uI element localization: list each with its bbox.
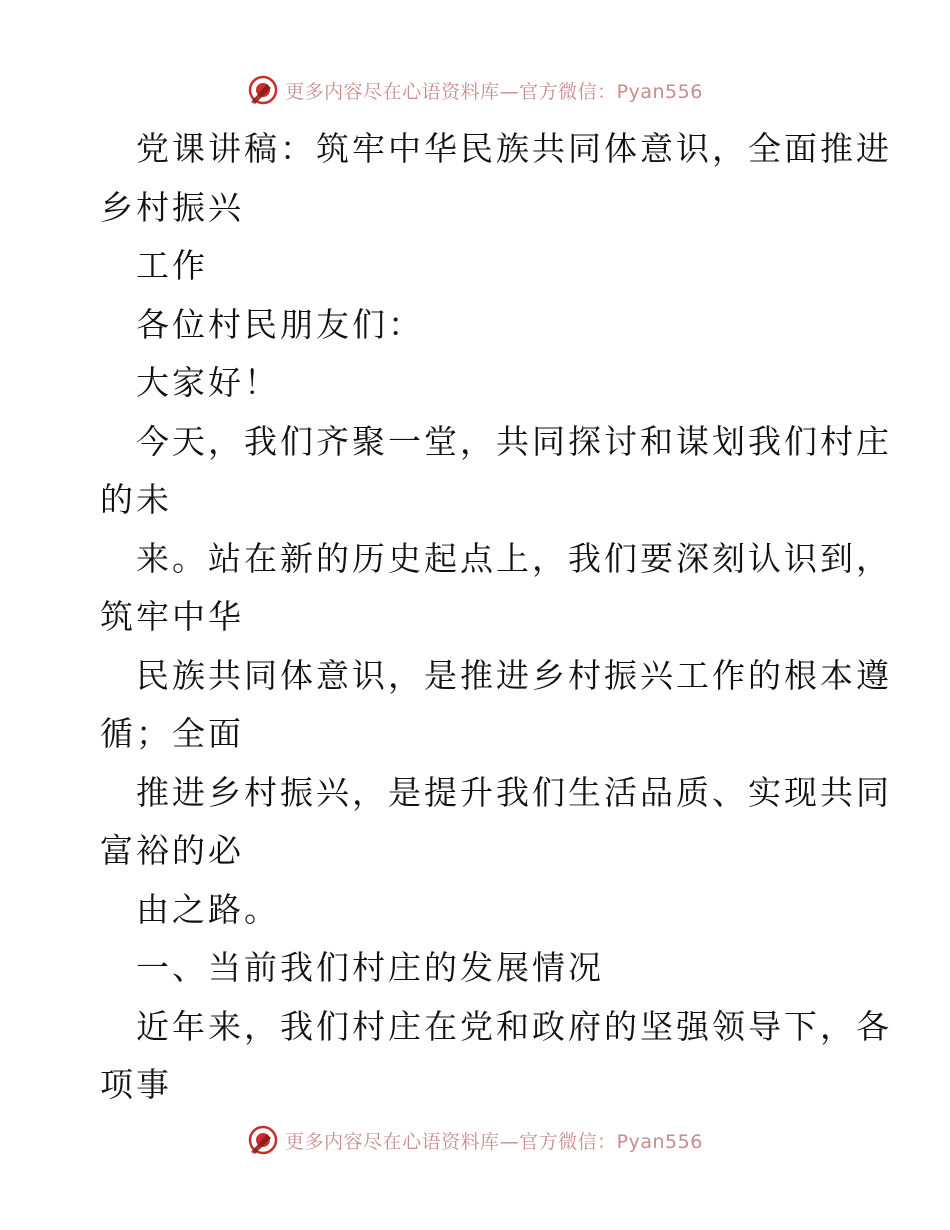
document-line: 推进乡村振兴，是提升我们生活品质、实现共同 [136,772,892,812]
document-line: 近年来，我们村庄在党和政府的坚强领导下，各 [136,1006,892,1046]
document-line: 来。站在新的历史起点上，我们要深刻认识到， [136,538,892,578]
document-line: 富裕的必 [100,831,244,870]
watermark-text: 更多内容尽在心语资料库—官方微信：Pyan556 [285,80,703,103]
document-line: 的未 [100,480,172,519]
document-line: 一、当前我们村庄的发展情况 [136,948,604,987]
watermark-text: 更多内容尽在心语资料库—官方微信：Pyan556 [285,1130,703,1153]
footer-watermark-banner [0,1120,950,1160]
document-line: 由之路。 [136,889,280,929]
document-line: 工作 [136,246,208,285]
document-line: 项事 [100,1065,172,1104]
document-line: 党课讲稿：筑牢中华民族共同体意识，全面推进 [136,129,892,168]
document-body [100,120,892,1115]
document-line: 今天，我们齐聚一堂，共同探讨和谋划我们村庄 [136,421,892,461]
pen-logo-icon [247,1124,279,1156]
document-line: 各位村民朋友们： [136,304,424,344]
document-line: 筑牢中华 [100,597,244,636]
document-line: 循；全面 [100,714,244,753]
document-line: 大家好！ [136,363,280,402]
header-watermark-banner [0,70,950,110]
document-line: 乡村振兴 [100,187,244,227]
document-line: 民族共同体意识，是推进乡村振兴工作的根本遵 [136,655,892,695]
pen-logo-icon [247,74,279,106]
